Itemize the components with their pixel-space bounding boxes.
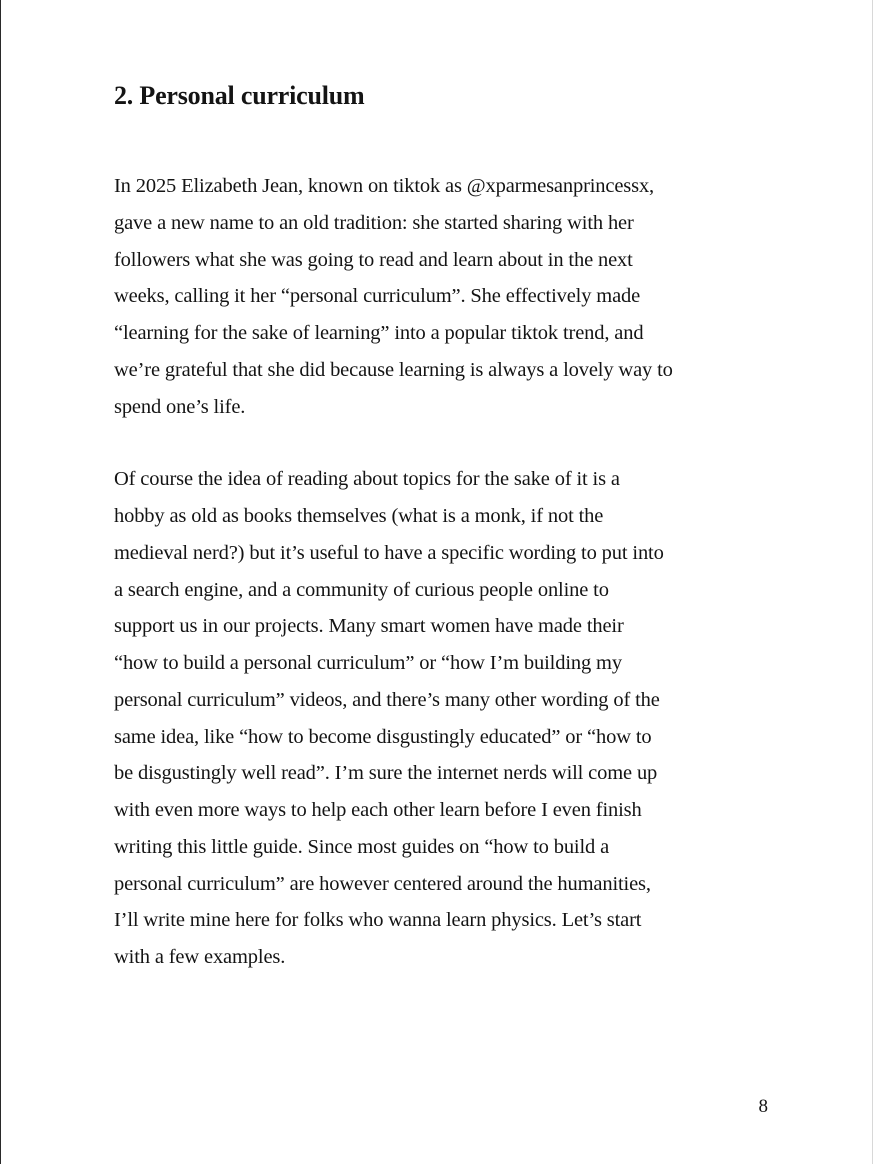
paragraph-line: spend one’s life.: [114, 395, 246, 418]
paragraph-line: “learning for the sake of learning” into a popular tiktok trend, and: [114, 322, 644, 344]
paragraph-line: be disgustingly well read”. I’m sure the internet nerds will come up: [114, 762, 658, 785]
paragraph-line: with a few examples.: [114, 946, 286, 968]
page-number: 8: [758, 1096, 768, 1117]
paragraph-2: [114, 461, 766, 976]
paragraph-line: hobby as old as books themselves (what is a monk, if not the: [114, 505, 604, 527]
paragraph-line: a search engine, and a community of curious people online to: [114, 578, 609, 601]
paragraph-line: personal curriculum” are however centered around the humanities,: [114, 872, 651, 895]
paragraph-line: medieval nerd?) but it’s useful to have a specific wording to put into: [114, 541, 664, 564]
paragraph-line: with even more ways to help each other learn before I even finish: [114, 799, 642, 821]
paragraph-line: I’ll write mine here for folks who wanna learn physics. Let’s start: [114, 909, 642, 932]
paragraph-line: we’re grateful that she did because learning is always a lovely way to: [114, 358, 673, 381]
paragraph-1: [114, 168, 766, 425]
paragraph-line: writing this little guide. Since most guides on “how to build a: [114, 835, 610, 858]
paragraph-line: personal curriculum” videos, and there’s many other wording of the: [114, 688, 660, 711]
paragraph-line: Of course the idea of reading about topics for the sake of it is a: [114, 468, 620, 491]
paragraph-line: support us in our projects. Many smart women have made their: [114, 615, 624, 638]
page-left-border: [0, 0, 1, 1164]
paragraph-line: In 2025 Elizabeth Jean, known on tiktok as @xparmesanprincessx,: [114, 175, 655, 197]
paragraph-line: “how to build a personal curriculum” or “how I’m building my: [114, 652, 622, 674]
section-heading: 2. Personal curriculum: [114, 81, 365, 110]
paragraph-line: weeks, calling it her “personal curriculum”. She effectively made: [114, 285, 641, 308]
paragraph-line: gave a new name to an old tradition: she started sharing with her: [114, 211, 634, 234]
paragraph-line: same idea, like “how to become disgustingly educated” or “how to: [114, 725, 652, 748]
page-content: [114, 74, 766, 976]
paragraph-line: followers what she was going to read and learn about in the next: [114, 248, 633, 271]
